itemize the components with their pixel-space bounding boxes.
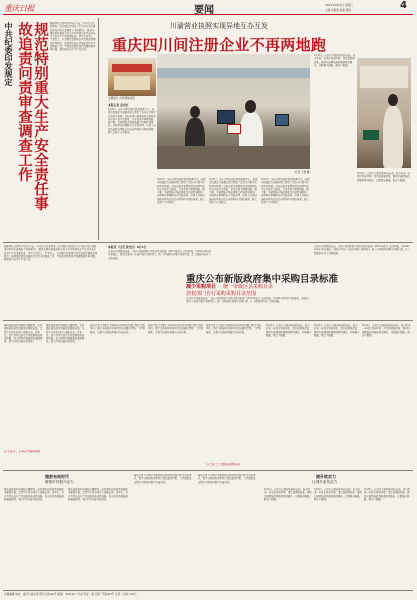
masthead-logo: 重庆日报 — [4, 4, 34, 13]
photo-monitor-2 — [275, 114, 289, 126]
photo-head-left — [190, 106, 200, 118]
bottom-left-body-1: 推动成渝地区双城经济圈建设，在西部形成高质量发展的重要增长极，是党中央作出的重大战略决策。近年来，重庆坚持以高水平开放推动高质量发展，深入推进西部陆海新通道建设，着力打造内陆开放高地。 — [4, 488, 64, 501]
lower-right-body-1: 8月3日，记者从市政府新闻办获悉，我市将进一步优化营商环境，深化放管服改革，推动川渝两地政务服务事项通办，让数据多跑路，群众少跑腿。 — [266, 324, 312, 337]
lower-left-tag: 以上奋斗，打造开放新高地 — [4, 450, 41, 453]
right-photo — [357, 58, 411, 168]
second-story-lead: 记者从市财政局获悉，《重庆市政府集中采购目录及标准（2021年版）》近日印发，自2021年9月1日起施行。新版目录进一步减少集中采购项目，统一市级和区县集中采购目录，扩大预算单位自主采购权限。 — [108, 250, 212, 260]
bottom-right-title: 提升软实力 — [316, 474, 336, 479]
main-body-col2: 8月2日，重庆市两江新区政务服务中心，成都市民通过川渝通办窗口领取了在重庆注册企业的营业执照。这标志着川渝两地营业执照异地互办互发正式落地，企业办事不再两地跑。据了解，川渝两地市场监管部门打破区域限制，实现营业执照跨省市异地办理，申请人可就近选择办理地点提交申请材料并领取执照，极大方便了企业群众。 — [157, 178, 206, 205]
second-story-headline: 重庆公布新版政府集中采购目录标准 — [186, 274, 339, 285]
main-headline: 重庆四川间注册企业不再两地跑 — [112, 36, 327, 54]
main-photo — [157, 54, 310, 169]
main-body-col3: 8月2日，重庆市两江新区政务服务中心，成都市民通过川渝通办窗口领取了在重庆注册企业的营业执照。这标志着川渝两地营业执照异地互办互发正式落地，企业办事不再两地跑。据了解，川渝两地市场监管部门打破区域限制，实现营业执照跨省市异地办理，申请人可就近选择办理地点提交申请材料并领取执照，极大方便了企业群众。 — [209, 178, 258, 205]
right-photo-head — [388, 94, 398, 106]
main-bottom-rule — [3, 242, 413, 243]
photo-head-right — [245, 100, 256, 113]
main-body-col1: 8月2日，重庆市两江新区政务服务中心，成都市民通过川渝通办窗口领取了在重庆注册企业的营业执照。这标志着川渝两地营业执照异地互办互发正式落地，企业办事不再两地跑。据了解，川渝两地市场监管部门打破区域限制，实现营业执照跨省市异地办理，申请人可就近选择办理地点提交申请材料并领取执照，极大方便了企业群众。 — [108, 108, 156, 135]
section-title: 要闻 — [194, 5, 214, 16]
col-divider-left — [98, 18, 99, 240]
bottom-right-body-1: 8月3日，记者从市政府新闻办获悉，我市将进一步优化营商环境，深化放管服改革，推动川渝两地政务服务事项通办，让数据多跑路，群众少跑腿。 — [264, 488, 312, 501]
bottom-left-body-2: 推动成渝地区双城经济圈建设，在西部形成高质量发展的重要增长极，是党中央作出的重大战略决策。近年来，重庆坚持以高水平开放推动高质量发展，深入推进西部陆海新通道建设，着力打造内陆开放高地。 — [68, 488, 128, 501]
inset-photo — [108, 58, 156, 96]
photo-ceiling — [157, 54, 310, 68]
second-story-body: 记者从市财政局获悉，《重庆市政府集中采购目录及标准（2021年版）》近日印发，自2021年9月1日起施行。新版目录进一步减少集中采购项目，统一市级和区县集中采购目录，扩大预算单位自主采购权限。 — [186, 297, 309, 304]
inset-banner — [112, 64, 152, 72]
inset-photo-caption: 主题展示 市民领取执照 — [108, 97, 135, 100]
bottom-right-body-2: 8月3日，记者从市政府新闻办获悉，我市将进一步优化营商环境，深化放管服改革，推动川渝两地政务服务事项通办，让数据多跑路，群众少跑腿。 — [314, 488, 362, 501]
photo-counter — [157, 146, 310, 169]
lower-rule — [3, 470, 413, 471]
main-kicker: 川渝营业执照实现异地互办互发 — [170, 22, 268, 30]
main-byline: 本报记者 黄光红 — [108, 103, 129, 107]
bottom-left-title: 提前布局时代 — [45, 474, 69, 479]
left-kicker: 中共纪委印发规定 — [4, 22, 13, 86]
bottom-right-body-3: 8月3日，记者从市政府新闻办获悉，我市将进一步优化营商环境，深化放管服改革，推动川渝两地政务服务事项通办，让数据多跑路，群众少跑腿。 — [364, 488, 411, 501]
bottom-mid-body-2: 新版目录分为集中采购机构采购项目和部门集中采购项目。集中采购机构采购项目包括通用货物、工程和服务，由集中采购机构组织实施采购。 — [198, 474, 258, 484]
lower-mid-body-1: 新版目录分为集中采购机构采购项目和部门集中采购项目。集中采购机构采购项目包括通用货物、工程和服务，由集中采购机构组织实施采购。 — [90, 324, 145, 334]
lower-right-body-3: 8月3日，记者从市政府新闻办获悉，我市将进一步优化营商环境，深化放管服改革，推动川渝两地政务服务事项通办，让数据多跑路，群众少跑腿。 — [362, 324, 411, 337]
left-headline: 规范特别重大生产安全责任事故追责问责审查调查工作 — [16, 22, 48, 211]
main-photo-caption: （记者 王翔 摄） — [292, 171, 312, 174]
masthead-rule — [3, 14, 413, 15]
second-story-right-col: 记者从市财政局获悉，《重庆市政府集中采购目录及标准（2021年版）》近日印发，自2021年9月1日起施行。新版目录进一步减少集中采购项目，统一市级和区县集中采购目录，扩大预算单位自主采购权限。 — [314, 245, 411, 255]
photo-license-card — [227, 124, 241, 134]
second-story-byline: 本报讯（记者 黄光红）8月3日 — [108, 245, 147, 249]
bottom-mid-body-1: 新版目录分为集中采购机构采购项目和部门集中采购项目。集中采购机构采购项目包括通用货物、工程和服务，由集中采购机构组织实施采购。 — [134, 474, 194, 484]
main-body-col4: 8月2日，重庆市两江新区政务服务中心，成都市民通过川渝通办窗口领取了在重庆注册企业的营业执照。这标志着川渝两地营业执照异地互办互发正式落地，企业办事不再两地跑。据了解，川渝两地市场监管部门打破区域限制，实现营业执照跨省市异地办理，申请人可就近选择办理地点提交申请材料并领取执照，极大方便了企业群众。 — [261, 178, 310, 205]
bottom-left-subtitle: 增强乡村振兴活力 — [45, 480, 74, 484]
left-body: 据新华社北京8月3日电 日前，中共中央纪委印发《关于规范特别重大生产安全责任事故追责问责审查调查工作的规定》，要求各级纪检监察机关深入学习贯彻习近平总书记关于安全生产的重要论述，坚持人民至上、生命至上，认真履行监督执纪问责和监督调查处置职责，依规依纪依法开展追责问责审查调查工作，严肃查处事故背后的腐败和作风问题，推动落实安全生产责任制。 — [50, 22, 96, 52]
left-mid-body: 据新华社北京8月3日电 日前，中共中央纪委印发《关于规范特别重大生产安全责任事故追责问责审查调查工作的规定》，要求各级纪检监察机关深入学习贯彻习近平总书记关于安全生产的重要论述，坚持人民至上、生命至上，认真履行监督执纪问责和监督调查处置职责，依规依纪依法开展追责问责审查调查工作，严肃查处事故背后的腐败和作风问题，推动落实安全生产责任制。 — [4, 245, 98, 262]
page-number: 4 — [400, 0, 407, 11]
bottom-right-subtitle: 让城乡更具活力 — [312, 480, 338, 484]
footer-text: 文稿编辑 地址：重庆市渝北区同茂大道416号 邮编：401120 广告许可证：渝工商广字第001号 定价：每份1.50元 — [4, 593, 137, 596]
right-photo-person — [383, 106, 403, 168]
lower-mid-tag: 以上是 大力推进采购活动 — [206, 463, 240, 466]
right-photo-panel — [360, 66, 408, 88]
lower-mid-body-3: 新版目录分为集中采购机构采购项目和部门集中采购项目。集中采购机构采购项目包括通用货物、工程和服务，由集中采购机构组织实施采购。 — [206, 324, 261, 334]
second-story-sub1: 减少采购项目 — [186, 284, 217, 290]
photo-monitor — [217, 110, 235, 124]
photo-window-band — [157, 68, 310, 78]
second-story-sub3: 放权部门自行采购采购目录范围 — [186, 291, 257, 297]
footer-rule — [3, 590, 413, 591]
right-photo-sign — [363, 130, 379, 140]
lower-right-body-2: 8月3日，记者从市政府新闻办获悉，我市将进一步优化营商环境，深化放管服改革，推动川渝两地政务服务事项通办，让数据多跑路，群众少跑腿。 — [314, 324, 360, 337]
inset-board — [114, 76, 150, 90]
editors-line: 主编 刘春楚 美编 黄晓 — [325, 9, 351, 12]
lower-left-body-1: 推动成渝地区双城经济圈建设，在西部形成高质量发展的重要增长极，是党中央作出的重大战略决策。近年来，重庆坚持以高水平开放推动高质量发展，深入推进西部陆海新通道建设，着力打造内陆开放高地。 — [4, 324, 43, 344]
lower-left-body-2: 推动成渝地区双城经济圈建设，在西部形成高质量发展的重要增长极，是党中央作出的重大战略决策。近年来，重庆坚持以高水平开放推动高质量发展，深入推进西部陆海新通道建设，着力打造内陆开放高地。 — [46, 324, 85, 344]
lower-mid-body-2: 新版目录分为集中采购机构采购项目和部门集中采购项目。集中采购机构采购项目包括通用货物、工程和服务，由集中采购机构组织实施采购。 — [148, 324, 203, 334]
mid-rule — [3, 320, 413, 321]
right-photo-body: 8月3日，记者从市政府新闻办获悉，我市将进一步优化营商环境，深化放管服改革，推动川渝两地政务服务事项通办，让数据多跑路，群众少跑腿。 — [357, 172, 411, 182]
issue-date: 2021年8月4日 星期三 — [325, 3, 354, 7]
right-column-body: 8月3日，记者从市政府新闻办获悉，我市将进一步优化营商环境，深化放管服改革，推动川渝两地政务服务事项通办，让数据多跑路，群众少跑腿。 — [314, 54, 356, 67]
second-story-sub2: 统一市级区县采购目录 — [223, 284, 274, 290]
